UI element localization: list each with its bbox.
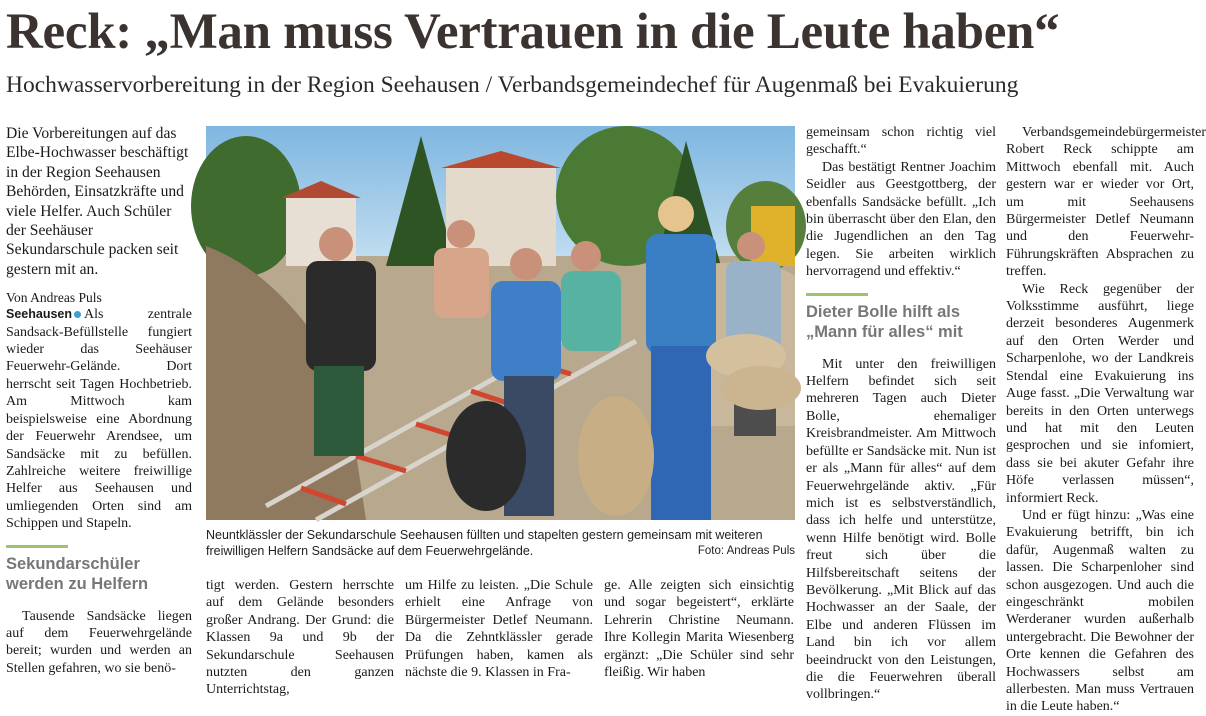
body-paragraph: Wie Reck gegenüber der Volksstimme ausführt, liege derzeit besonderes Augenmerk auf den Orten Werder und Scharpenlohe, wo der Landkreis Stendal eine Evakuierung ins Auge fasst. „Die Verwaltung war bereits in den Orten unterwegs und hat mit den Leuten gesprochen und sie infomiert, dass sie bei akuter Gefahr ihre Höfe verlassen müssen“, informiert Reck. — [1006, 281, 1194, 506]
body-text: Als zentrale Sandsack-Befüllstelle fungiert wieder das Seehäuser Feuerwehr-Gelände. Dort herrscht seit Tagen Hochbetrieb. Am Mittwoch kam beispielsweise eine Abordnung der Feuerwehr Arendsee, um Sandsäcke mit zu befüllen. Zahlreiche weitere freiwillige Helfer aus Seehausen und umliegenden Orten sind am Schippen und Stapeln. — [6, 307, 192, 532]
body-paragraph: tigt werden. Gestern herrschte auf dem Gelände besonders großer Andrang. Der Grund: die Klassen 9a und 9b der Sekundarschule Seehausen nutzten den ganzen Unterrichtstag, — [206, 578, 394, 698]
column-1 — [6, 124, 192, 677]
column-6 — [1006, 124, 1206, 716]
body-paragraph: Tausende Sandsäcke liegen auf dem Feuerwehrgelände bereit; wurden und werden an Stellen gefahren, wo sie benö- — [6, 608, 192, 676]
subheadline: Hochwasservorbereitung in der Region Seehausen / Verbandsgemeindechef für Augenmaß bei Evakuierung — [6, 72, 1019, 98]
dateline: Seehausen — [6, 307, 73, 322]
body-paragraph — [6, 306, 192, 532]
photo-credit: Foto: Andreas Puls — [697, 545, 795, 557]
headline: Reck: „Man muss Vertrauen in die Leute haben“ — [6, 4, 1060, 60]
subhead-sekundarschueler — [6, 554, 192, 594]
photo-sandbag-helpers — [206, 126, 795, 520]
body-paragraph: um Hilfe zu leisten. „Die Schule erhielt eine Anfrage von Bürgermeister Detlef Neumann. Da die Zehntklässler gerade Prüfungen haben, kamen als nächste die 9. Klassen in Fra- — [405, 578, 593, 681]
subhead-accent-bar — [806, 293, 868, 296]
subhead-dieter-bolle — [806, 302, 996, 342]
subhead-line: „Mann für alles“ mit — [806, 322, 963, 341]
article-photo — [206, 126, 795, 520]
column-3 — [405, 577, 593, 681]
body-paragraph: Verbandsgemeindebürgermeister Robert Reck schippte am Mittwoch ebenfall mit. Auch gestern war er wieder vor Ort, um mit Seehausens Bürgermeister Detlef Neumann und den Feuerwehr-Führungskräften Absprachen zu treffen. — [1006, 125, 1206, 280]
subhead-line: Dieter Bolle hilft als — [806, 302, 961, 321]
subhead-line: werden zu Helfern — [6, 574, 149, 593]
dateline-dot-icon — [74, 311, 81, 318]
subhead-line: Sekundarschüler — [6, 554, 140, 573]
body-paragraph: Das bestätigt Rentner Joachim Seidler aus Geestgottberg, der ebenfalls Sandsäcke befüllt. „Ich bin überrascht über den Elan, den die Jugendlichen an den Tag legen. Sie arbeiten wirklich hervorragend und effektiv.“ — [806, 159, 996, 280]
column-4 — [604, 577, 794, 681]
column-5 — [806, 124, 996, 704]
body-paragraph: ge. Alle zeigten sich einsichtig und sogar begeistert“, erklärte Lehrerin Christine Neumann. Ihre Kollegin Marita Wiesenberg ergänzt: „Die Schüler sind sehr fleißig. Wir haben — [604, 578, 794, 681]
body-paragraph: gemeinsam schon richtig viel geschafft.“ — [806, 125, 996, 158]
lead-paragraph: Die Vorbereitungen auf das Elbe-Hochwasser beschäftigt in der Region Seehausen Behörden, Einsatzkräfte und viele Helfer. Auch Schüler der Seehäuser Sekundarschule packen seit gestern mit an. — [6, 125, 189, 278]
photo-caption — [206, 527, 795, 559]
body-paragraph: Mit unter den freiwilligen Helfern befindet sich seit mehreren Tagen auch Dieter Bolle, ehemaliger Kreisbrandmeister. Am Mittwoch befüllte er Sandsäcke mit. Nun ist er als „Mann für alles“ auf dem Feuerwehrgelände aktiv. „Für mich ist es selbstverständlich, dass ich helfe und unterstütze, wenn Hilfe benötigt wird. Bolle freut sich über die Hilfsbereitschaft seitens der Bevölkerung. „Mit Blick auf das Hochwasser an der Saale, der Elbe und anderen Flüssen im Land bin ich vor allem beeindruckt von den Leistungen, die die Feuerwehren überall vollbringen.“ — [806, 356, 996, 703]
column-2 — [206, 577, 394, 699]
byline: Von Andreas Puls — [6, 290, 102, 306]
subhead-accent-bar — [6, 545, 68, 548]
caption-text: Neuntklässler der Sekundarschule Seehausen füllten und stapelten gestern gemeinsam mit weiteren freiwilligen Helfern Sandsäcke auf dem Feuerwehrgelände. — [206, 528, 763, 558]
body-paragraph: Und er fügt hinzu: „Was eine Evakuierung betrifft, bin ich dafür, Augenmaß walten zu lassen. Die Scharpenloher sind schon ausgezogen. Und auch die eingeschränkt mobilen Werderaner wurden außerhalb untergebracht. Die Bewohner der Orte kennen die Gefahren des Hochwassers selbst am allerbesten. Man muss Vertrauen in die Leute haben.“ — [1006, 507, 1194, 715]
